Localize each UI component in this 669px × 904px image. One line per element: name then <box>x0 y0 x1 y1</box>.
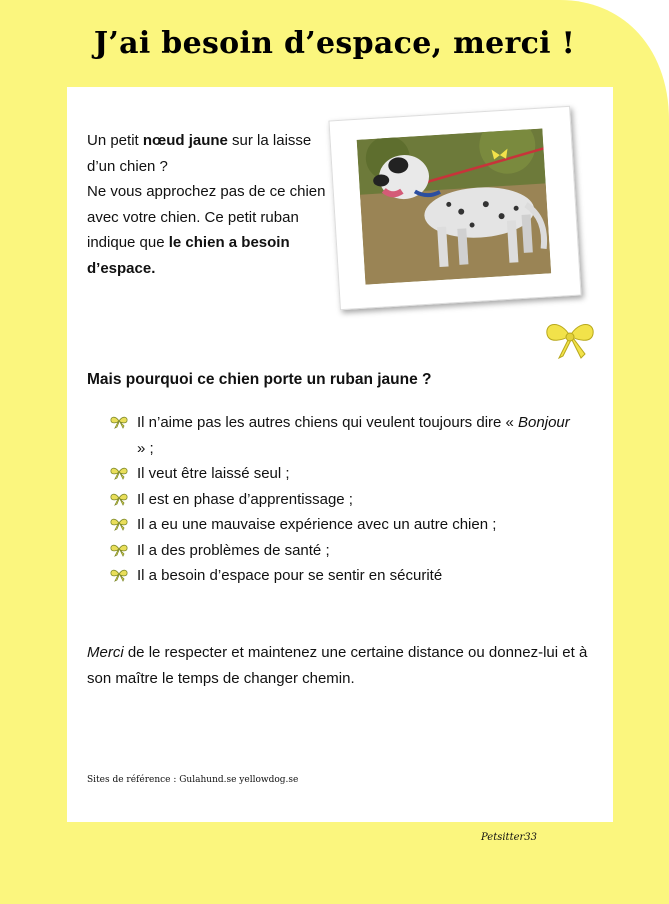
list-item <box>110 410 580 461</box>
reasons-list <box>110 410 580 589</box>
intro-p2-start: Ne vous approchez pas de ce chien avec votre chien. Ce petit ruban indique que <box>87 183 326 251</box>
reason-1-italic: Bonjour <box>518 414 570 431</box>
page-title: J’ai besoin d’espace, merci ! <box>93 26 576 61</box>
dog-photo <box>357 129 552 285</box>
list-item <box>110 512 580 538</box>
references-text: Sites de référence : Gulahund.se yellowdog.se <box>87 775 299 785</box>
intro-p1-start: Un petit <box>87 132 143 149</box>
intro-p1-bold: nœud jaune <box>142 132 228 149</box>
list-item <box>110 538 580 564</box>
closing-text: de le respecter et maintenez une certaine distance ou donnez-lui et à son maître le temps de changer chemin. <box>87 644 588 687</box>
small-bow-bullet-icon <box>110 517 128 531</box>
intro-p1-end: sur la laisse d’un chien ? <box>87 132 312 175</box>
list-item <box>110 487 580 513</box>
small-bow-bullet-icon <box>110 568 128 582</box>
signature: Petsitter33 <box>481 832 538 843</box>
reason-6-text: Il a besoin d’espace pour se sentir en sécurité <box>137 567 443 584</box>
section-heading: Mais pourquoi ce chien porte un ruban jaune ? <box>87 371 432 388</box>
intro-p2-bold: le chien a besoin d’espace. <box>87 234 290 277</box>
dog-photo-frame <box>328 106 581 310</box>
small-bow-bullet-icon <box>110 492 128 506</box>
reason-4-text: Il a eu une mauvaise expérience avec un autre chien ; <box>137 516 497 533</box>
small-bow-bullet-icon <box>110 415 128 429</box>
closing-italic: Merci <box>87 644 124 661</box>
reason-3-text: Il est en phase d’apprentissage ; <box>137 490 353 508</box>
small-bow-bullet-icon <box>110 543 128 557</box>
reason-1-end: » ; <box>137 439 154 457</box>
list-item <box>110 563 580 589</box>
list-item <box>110 461 580 487</box>
reason-2-text: Il veut être laissé seul ; <box>137 465 290 482</box>
reason-5-text: Il a des problèmes de santé ; <box>137 541 330 559</box>
reason-1-text: Il n’aime pas les autres chiens qui veulent toujours dire « <box>137 414 519 431</box>
intro-text <box>87 128 337 281</box>
yellow-bow-icon <box>543 318 597 360</box>
closing-paragraph <box>87 640 602 691</box>
small-bow-bullet-icon <box>110 466 128 480</box>
